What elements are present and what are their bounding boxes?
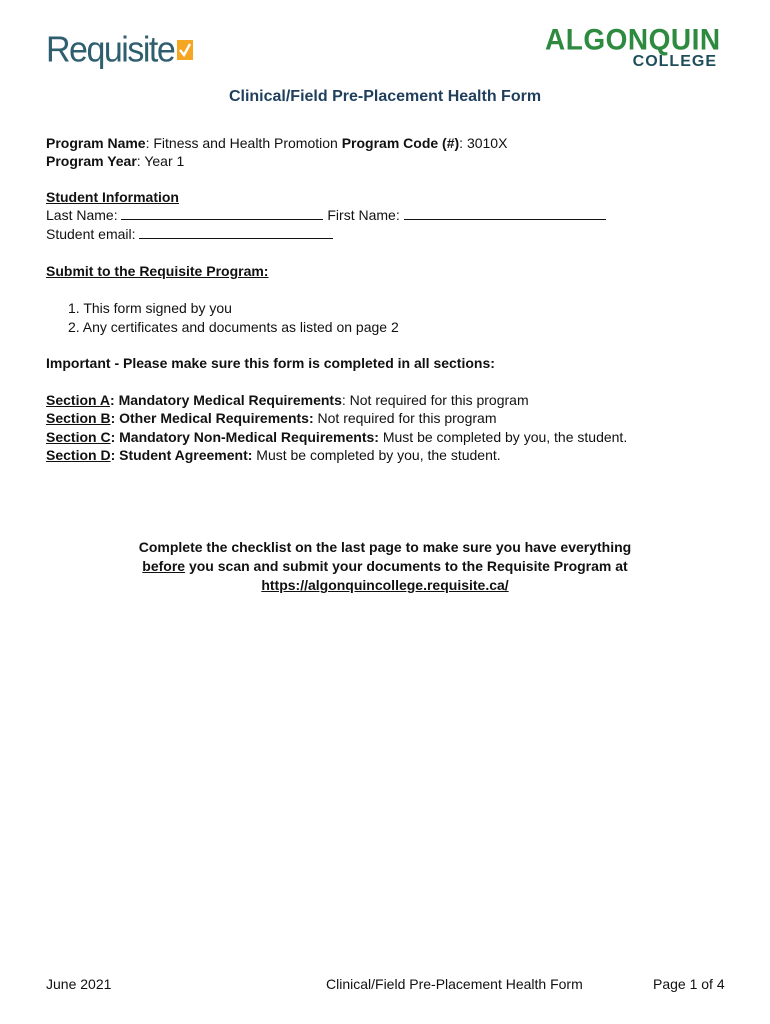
submit-list-item: 2. Any certificates and documents as listed on page 2 <box>68 319 399 335</box>
section-b-line <box>46 409 496 427</box>
checklist-note-line2 <box>0 557 770 575</box>
program-code-label: Program Code (#) <box>341 135 460 151</box>
first-name-field[interactable] <box>404 206 606 220</box>
section-b-note: Not required for this program <box>313 410 497 426</box>
requisite-url-link[interactable]: https://algonquincollege.requisite.ca/ <box>261 577 509 593</box>
last-name-field[interactable] <box>121 206 323 220</box>
section-d-title: : Student Agreement: <box>110 447 253 463</box>
program-code-value: : 3010X <box>459 135 508 151</box>
section-d-line <box>46 446 501 464</box>
footer-form-name: Clinical/Field Pre-Placement Health Form <box>326 976 583 992</box>
section-b-title: : Other Medical Requirements: <box>110 410 314 426</box>
program-year-value: : Year 1 <box>136 153 185 169</box>
section-d-note: Must be completed by you, the student. <box>252 447 501 463</box>
program-year-line <box>46 152 184 170</box>
important-note: Important - Please make sure this form is completed in all sections: <box>46 355 495 371</box>
section-a-line <box>46 391 529 409</box>
student-email-field[interactable] <box>139 225 333 239</box>
footer-page-number: Page 1 of 4 <box>653 976 725 992</box>
section-a-link[interactable]: Section A <box>46 392 111 408</box>
student-email-label: Student email: <box>46 226 136 242</box>
college-logo-text: COLLEGE <box>632 53 717 70</box>
checklist-note-rest: you scan and submit your documents to the Requisite Program at <box>185 558 628 574</box>
algonquin-college-logo <box>545 23 721 70</box>
section-b-link[interactable]: Section B <box>46 410 111 426</box>
last-name-label: Last Name: <box>46 207 118 223</box>
section-d-link[interactable]: Section D <box>46 447 111 463</box>
submit-list-item: 1. This form signed by you <box>68 300 232 316</box>
section-a-title: : Mandatory Medical Requirements <box>110 392 342 408</box>
page-title: Clinical/Field Pre-Placement Health Form <box>228 88 542 105</box>
algonquin-logo-text: ALGONQUIN <box>545 23 721 56</box>
program-name-label: Program Name <box>46 135 146 151</box>
program-year-label: Program Year <box>46 153 137 169</box>
checklist-note-line1: Complete the checklist on the last page to make sure you have everything <box>138 539 632 555</box>
section-c-note: Must be completed by you, the student. <box>378 429 628 445</box>
section-c-link[interactable]: Section C <box>46 429 111 445</box>
requisite-logo <box>46 30 193 70</box>
section-a-note: : Not required for this program <box>341 392 529 408</box>
check-icon <box>177 40 193 60</box>
email-field-line <box>46 225 333 243</box>
before-emphasis: before <box>142 558 186 574</box>
requisite-logo-text: Requisite <box>46 30 175 70</box>
footer-date: June 2021 <box>46 976 112 992</box>
section-c-title: : Mandatory Non-Medical Requirements: <box>110 429 379 445</box>
program-name-line <box>46 134 507 152</box>
section-c-line <box>46 428 627 446</box>
first-name-label: First Name: <box>327 207 400 223</box>
program-name-value: : Fitness and Health Promotion <box>145 135 338 151</box>
name-fields-line <box>46 206 606 224</box>
student-information-heading: Student Information <box>46 189 179 205</box>
submit-heading: Submit to the Requisite Program: <box>46 263 269 279</box>
